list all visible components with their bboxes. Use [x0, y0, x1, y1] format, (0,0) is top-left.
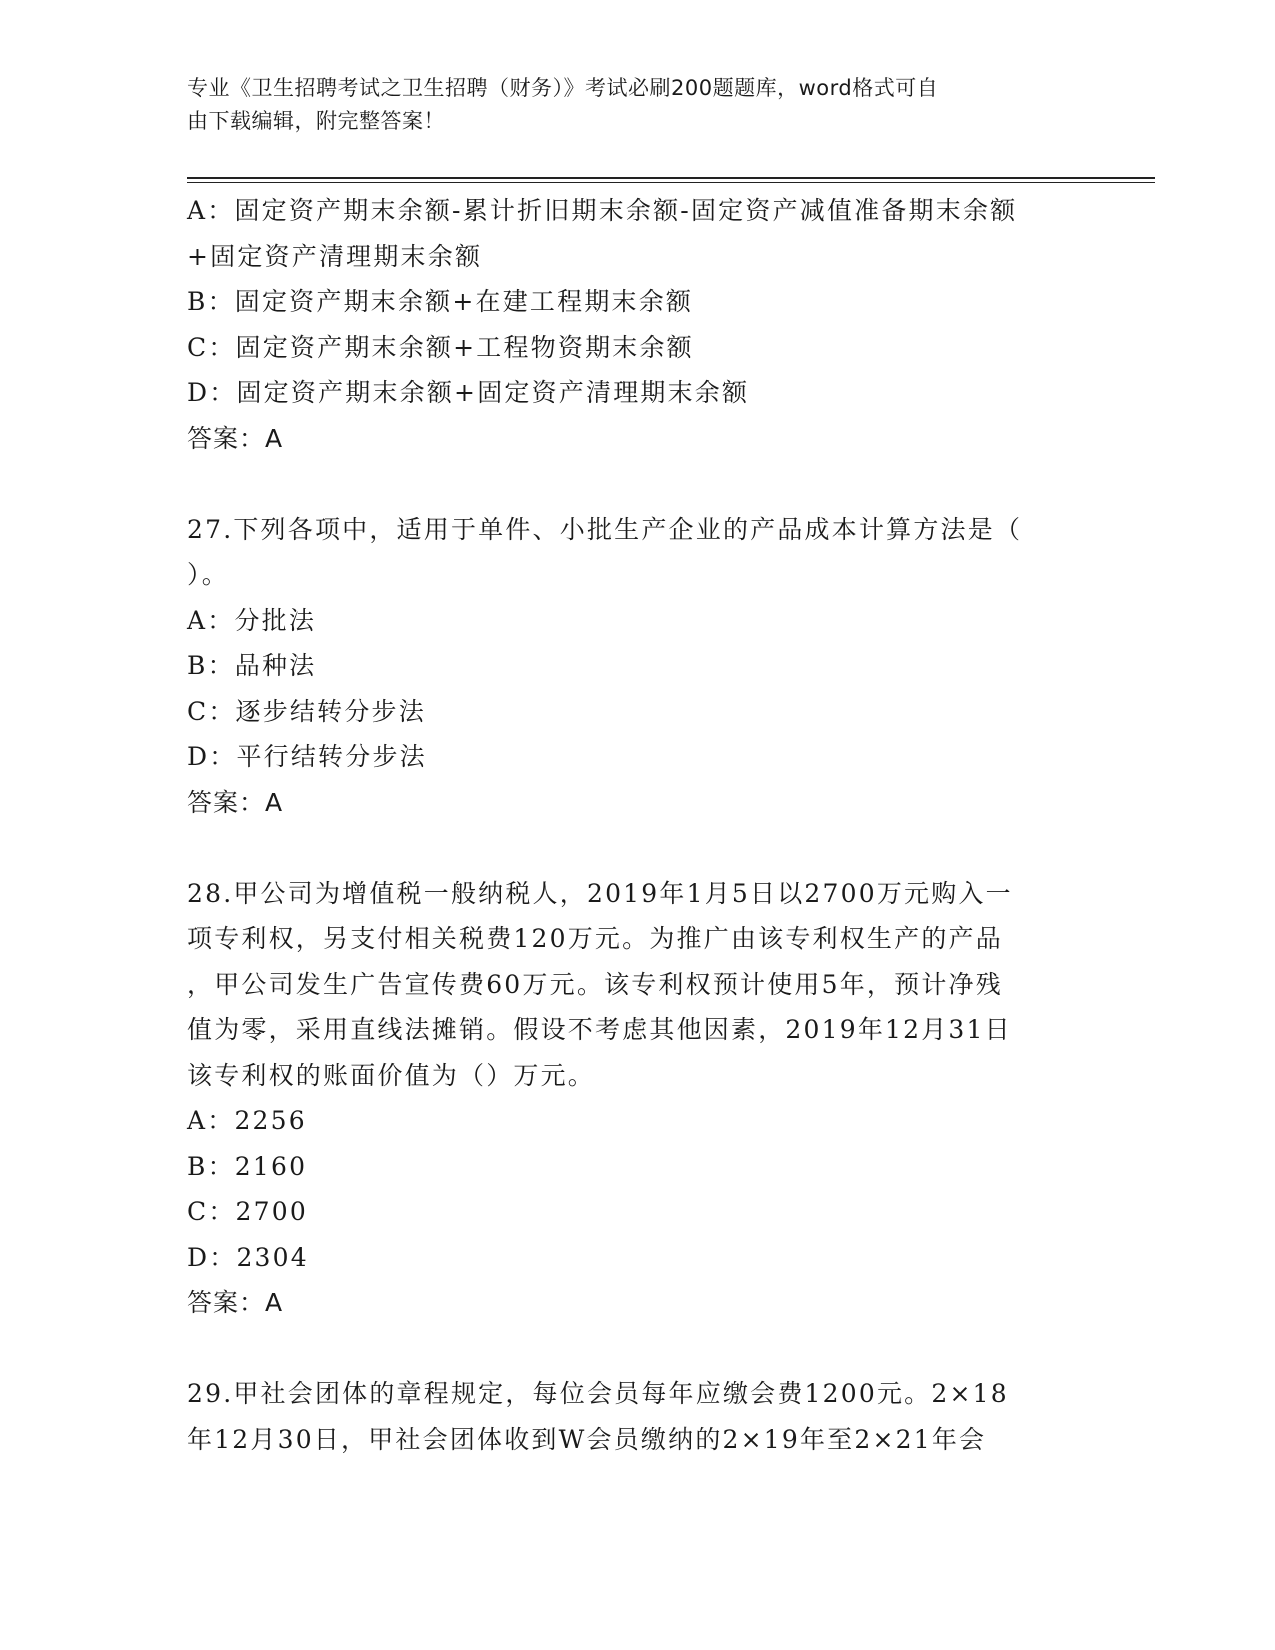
question-stem-line-1: 29.甲社会团体的章程规定，每位会员每年应缴会费1200元。2×18: [187, 1379, 1009, 1408]
question-stem-line-3: ，甲公司发生广告宣传费60万元。该专利权预计使用5年，预计净残: [187, 969, 1003, 999]
spacer: [187, 461, 1087, 507]
option-b: B：2160: [187, 1151, 308, 1181]
document-header: [187, 72, 1067, 138]
header-rule-thick: [187, 177, 1155, 179]
question-stem-line-2: ）。: [187, 560, 229, 589]
question-28: [187, 871, 1087, 1326]
option-b: B：固定资产期末余额+在建工程期末余额: [187, 287, 694, 316]
question-stem-line-5: 该专利权的账面价值为（）万元。: [187, 1060, 596, 1090]
question-stem-line-2: 年12月30日，甲社会团体收到W会员缴纳的2×19年至2×21年会: [187, 1424, 987, 1454]
header-line-1: 专业《卫生招聘考试之卫生招聘（财务）》考试必刷200题题库，word格式可自: [187, 76, 939, 100]
question-27: [187, 507, 1087, 826]
question-stem-line-4: 值为零，采用直线法摊销。假设不考虑其他因素，2019年12月31日: [187, 1015, 1012, 1044]
answer: 答案：A: [187, 1288, 284, 1317]
option-b: B：品种法: [187, 651, 317, 680]
option-c: C：逐步结转分步法: [187, 696, 426, 726]
question-26: [187, 188, 1087, 461]
option-d: D：2304: [187, 1242, 309, 1272]
answer: 答案：A: [187, 787, 284, 817]
option-a-line-1: A：固定资产期末余额-累计折旧期末余额-固定资产减值准备期末余额: [187, 196, 1018, 225]
option-c: C：2700: [187, 1197, 308, 1226]
option-d: D：平行结转分步法: [187, 742, 427, 771]
header-rule-thin: [187, 182, 1155, 183]
option-a: A：2256: [187, 1106, 307, 1135]
spacer: [187, 1326, 1087, 1372]
option-a: A：分批法: [187, 605, 317, 635]
option-a-line-2: +固定资产清理期末余额: [187, 241, 483, 271]
question-stem-line-1: 27.下列各项中，适用于单件、小批生产企业的产品成本计算方法是（: [187, 514, 1023, 544]
question-29: [187, 1371, 1087, 1462]
spacer: [187, 825, 1087, 871]
question-stem-line-2: 项专利权，另支付相关税费120万元。为推广由该专利权生产的产品: [187, 924, 1003, 953]
option-d: D：固定资产期末余额+固定资产清理期末余额: [187, 378, 750, 407]
question-stem-line-1: 28.甲公司为增值税一般纳税人，2019年1月5日以2700万元购入一: [187, 878, 1013, 908]
document-body: [187, 188, 1087, 1462]
option-c: C：固定资产期末余额+工程物资期末余额: [187, 332, 694, 362]
header-line-2: 由下载编辑，附完整答案！: [187, 109, 445, 133]
answer: 答案：A: [187, 423, 284, 453]
